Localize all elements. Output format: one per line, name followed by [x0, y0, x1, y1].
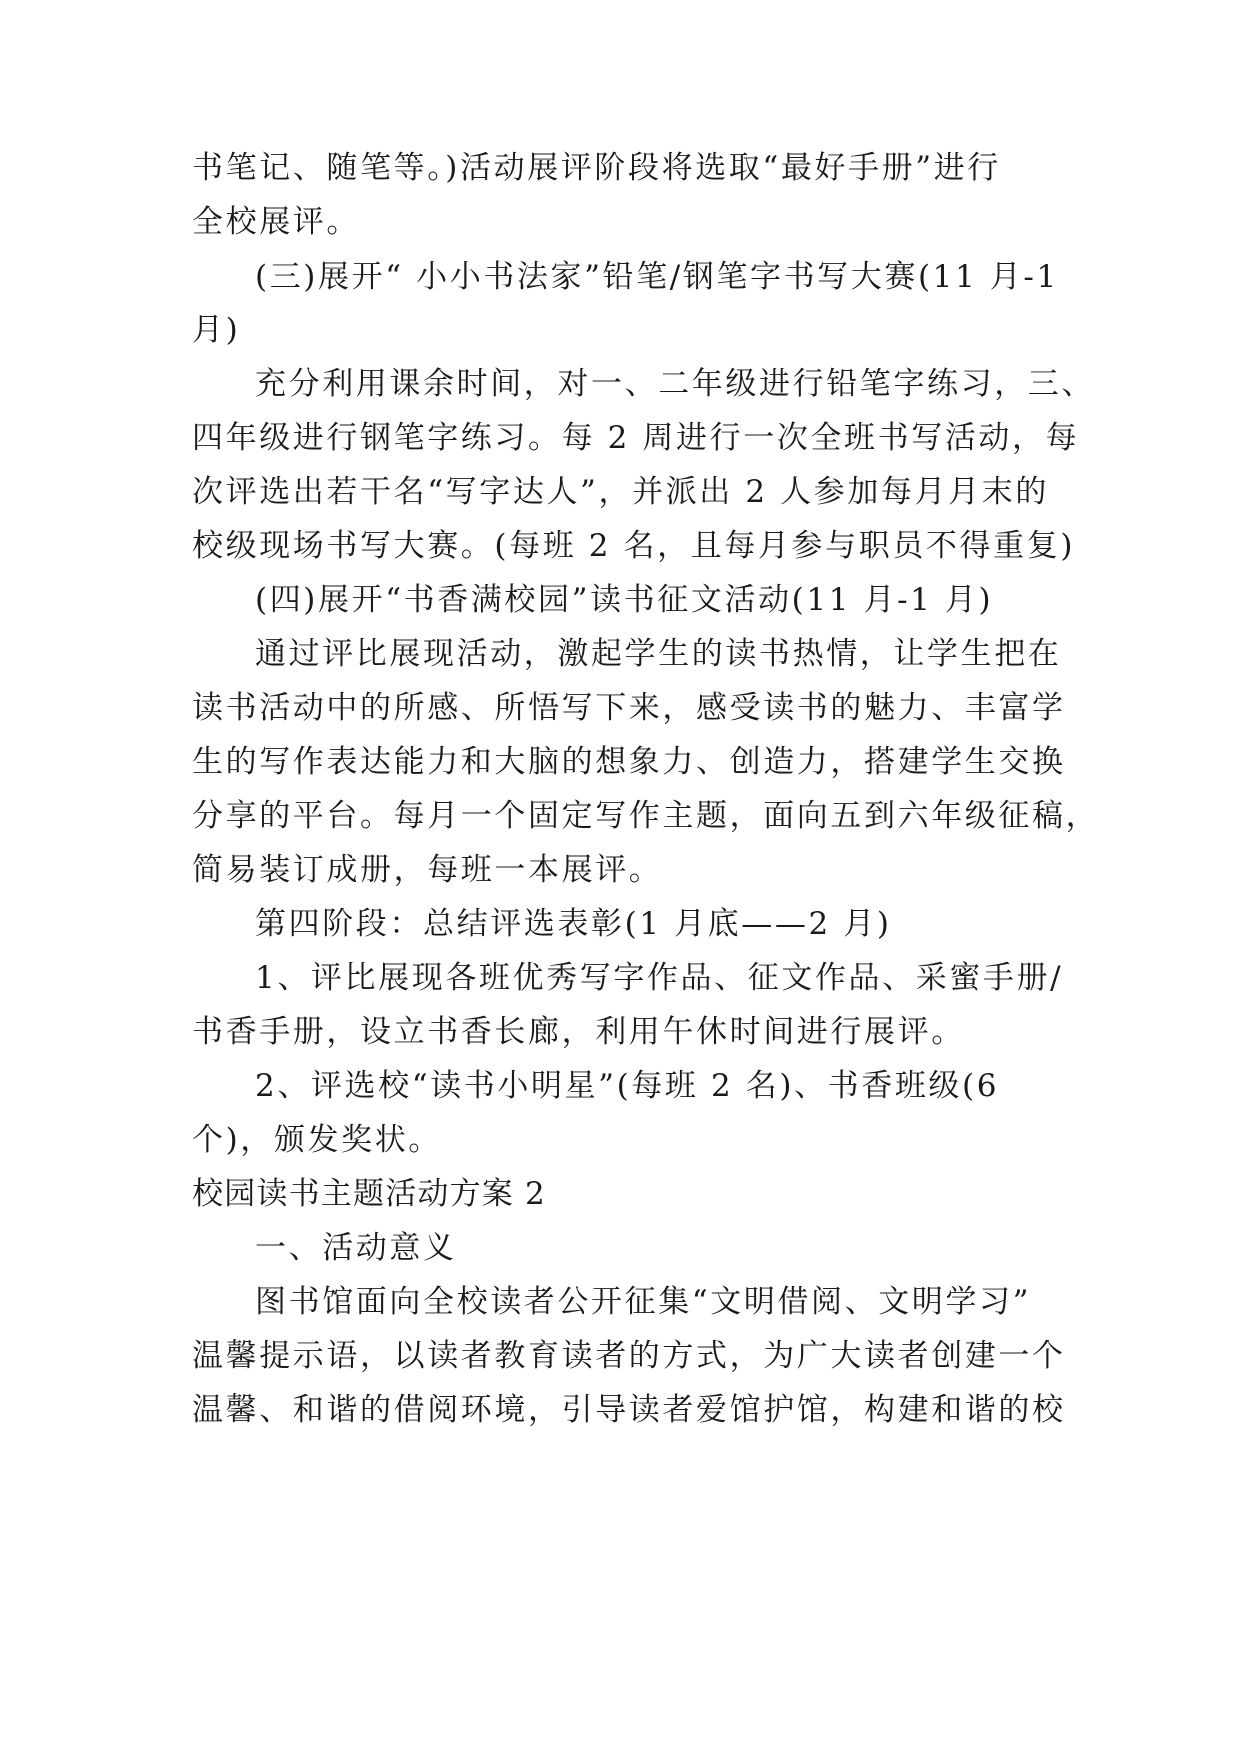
paragraph-start: 充分利用课余时间，对一、二年级进行铅笔字练习，三、 — [255, 366, 1095, 402]
text-line: 分享的平台。每月一个固定写作主题，面向五到六年级征稿， — [192, 798, 1100, 834]
document-title: 校园读书主题活动方案 2 — [192, 1176, 546, 1212]
paragraph-start: 通过评比展现活动，激起学生的读书热情，让学生把在 — [255, 636, 1062, 672]
paragraph-start: 1、评比展现各班优秀写字作品、征文作品、采蜜手册/ — [255, 960, 1064, 996]
section-heading: 一、活动意义 — [255, 1230, 457, 1266]
paragraph-start: 图书馆面向全校读者公开征集“文明借阅、文明学习” — [255, 1284, 1032, 1320]
text-line: 温馨提示语，以读者教育读者的方式，为广大读者创建一个 — [192, 1338, 1066, 1374]
text-line: 简易装订成册，每班一本展评。 — [192, 852, 663, 888]
text-line: 书香手册，设立书香长廊，利用午休时间进行展评。 — [192, 1014, 965, 1050]
text-line: 个)，颁发奖状。 — [192, 1122, 442, 1158]
text-line: 校级现场书写大赛。(每班 2 名，且每月参与职员不得重复) — [192, 528, 1076, 564]
text-line: 次评选出若干名“写字达人”，并派出 2 人参加每月月末的 — [192, 474, 1049, 510]
section-heading: (四)展开“书香满校园”读书征文活动(11 月-1 月) — [255, 582, 994, 618]
text-line: 全校展评。 — [192, 204, 360, 240]
text-line: 生的写作表达能力和大脑的想象力、创造力，搭建学生交换 — [192, 744, 1066, 780]
paragraph-start: 2、评选校“读书小明星”(每班 2 名)、书香班级(6 — [255, 1068, 1000, 1104]
text-line: 温馨、和谐的借阅环境，引导读者爱馆护馆，构建和谐的校 — [192, 1392, 1066, 1428]
text-line: 月) — [192, 312, 241, 348]
section-heading: 第四阶段：总结评选表彰(1 月底——2 月) — [255, 906, 892, 942]
text-line: 书笔记、随笔等。)活动展评阶段将选取“最好手册”进行 — [192, 150, 1001, 186]
text-line: 读书活动中的所感、所悟写下来，感受读书的魅力、丰富学 — [192, 690, 1066, 726]
section-heading: (三)展开“ 小小书法家”铅笔/钢笔字书写大赛(11 月-1 — [255, 259, 1059, 295]
text-line: 四年级进行钢笔字练习。每 2 周进行一次全班书写活动，每 — [192, 420, 1080, 456]
